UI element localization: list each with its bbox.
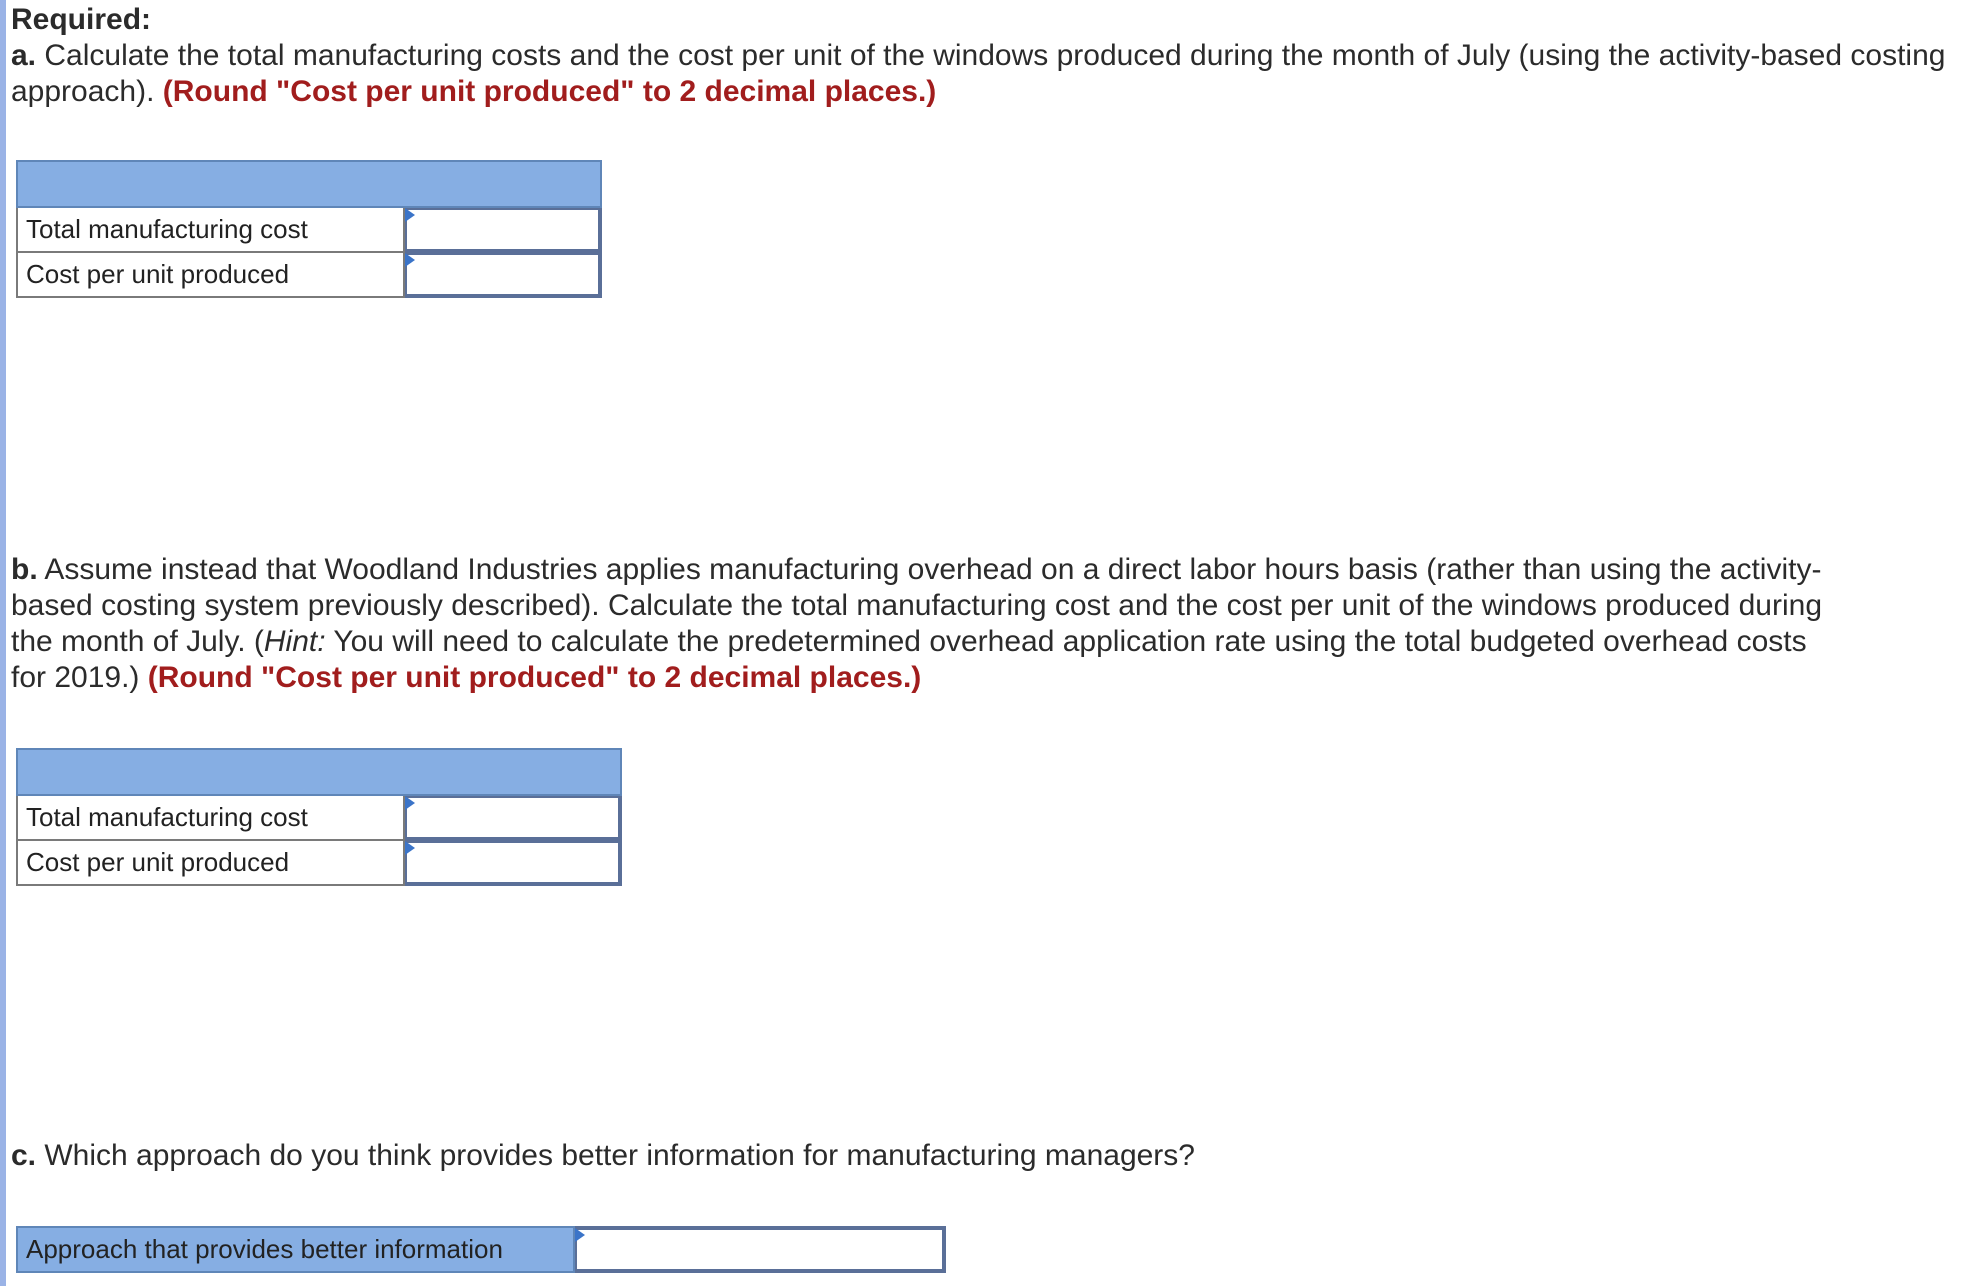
required-heading: Required: [11,3,152,36]
input-marker-icon [405,208,415,222]
part-a-total-cost-input[interactable] [405,208,600,251]
input-marker-icon [405,796,415,810]
part-c-answer-table [16,1226,946,1273]
part-b-hint-label: Hint: [263,625,326,658]
input-marker-icon [405,253,415,267]
part-a-header-cell [17,161,601,207]
part-b-cost-per-unit-label: Cost per unit produced [17,840,404,885]
part-c-text: Which approach do you think provides better information for manufacturing managers? [36,1139,1195,1172]
part-a-cost-per-unit-cell [404,252,601,297]
part-c-approach-input[interactable] [575,1228,944,1271]
part-a-instructions [11,38,1951,110]
part-b-cost-per-unit-cell [404,840,621,885]
part-a-cost-per-unit-label: Cost per unit produced [17,252,404,297]
part-a-answer-table [16,160,602,298]
part-b-instructions [11,552,1831,696]
part-a-rounding-note: (Round "Cost per unit produced" to 2 decimal places.) [162,75,937,108]
part-b-total-cost-input[interactable] [405,796,620,839]
part-b-cost-per-unit-input[interactable] [405,841,620,884]
left-accent-bar [0,0,6,1286]
part-c-approach-label: Approach that provides better information [17,1227,574,1272]
part-b-table-header [17,749,621,795]
part-b-rounding-note: (Round "Cost per unit produced" to 2 decimal places.) [147,661,922,694]
table-row [17,795,621,840]
part-b-total-cost-cell [404,795,621,840]
part-b-letter: b. [11,553,38,586]
part-c-instructions [11,1138,1831,1174]
input-marker-icon [575,1228,585,1242]
part-b-header-cell [17,749,621,795]
part-b-text-1: Assume instead that Woodland Industries applies manufacturing overhead on a direct labor hours basis (rather than using the activity-based costing system previously described). Calculate the total manufacturing cost and the cost per unit of the windows produced during the month of July. ( [11,553,1823,658]
part-c-letter: c. [11,1139,37,1172]
table-row [17,840,621,885]
part-a-total-cost-label: Total manufacturing cost [17,207,404,252]
part-b-text-2: You will need to calculate the predetermined overhead application rate using the total budgeted overhead costs for 2019.) [11,625,1807,694]
part-b-answer-table [16,748,622,886]
part-c-approach-cell [574,1227,945,1272]
part-a-table-header [17,161,601,207]
input-marker-icon [405,841,415,855]
table-row [17,1227,945,1272]
table-row [17,207,601,252]
part-a-cost-per-unit-input[interactable] [405,253,600,296]
part-a-total-cost-cell [404,207,601,252]
part-a-text: Calculate the total manufacturing costs and the cost per unit of the windows produced during the month of July (using the activity-based costing approach). [11,39,1946,108]
part-a-letter: a. [11,39,37,72]
table-row [17,252,601,297]
part-b-total-cost-label: Total manufacturing cost [17,795,404,840]
